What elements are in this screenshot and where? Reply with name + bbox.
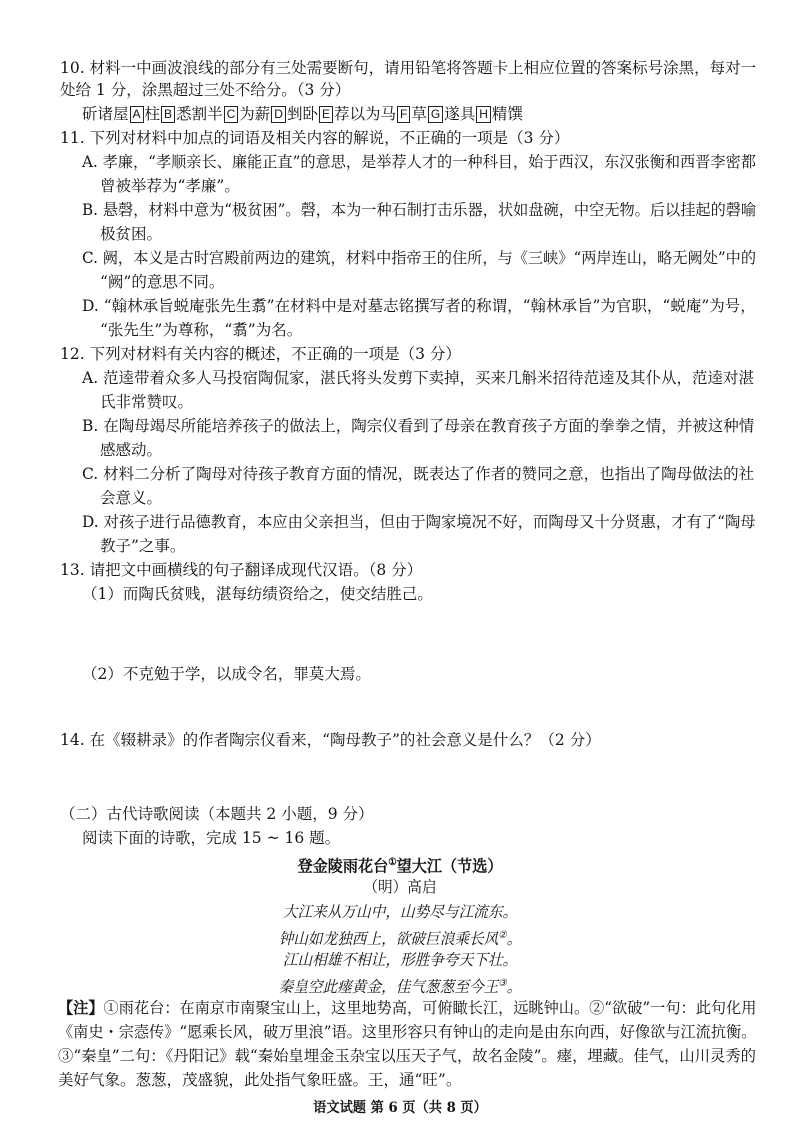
poem-line-4-end: 。 <box>506 978 522 997</box>
section-instruction: 阅读下面的诗歌，完成 15 ~ 16 题。 <box>82 829 341 847</box>
q10-answer-box-e[interactable]: E <box>319 106 333 123</box>
q12-option-b-cont: 感感动。 <box>100 441 163 459</box>
q12-option-a-cont: 氏非常赞叹。 <box>100 393 194 411</box>
q11-option-b: B. 悬磬，材料中意为“极贫困”。磬，本为一种石制打击乐器，状如盘碗，中空无物。后以挂起的磬喻 <box>82 201 757 219</box>
q10-answer-box-a[interactable]: A <box>130 106 144 123</box>
poem-line-2-end: 。 <box>506 930 522 949</box>
section-heading: （二）古代诗歌阅读（本题共 2 小题，9 分） <box>60 805 374 823</box>
poem-line-2-text: 钟山如龙独西上，欲破巨浪乘长风 <box>278 930 499 949</box>
q12-option-c: C. 材料二分析了陶母对待孩子教育方面的情况，既表达了作者的赞同之意，也指出了陶母做法的社 <box>82 465 755 483</box>
note-tag: 【注】 <box>58 998 104 1017</box>
q13-stem: 13. 请把文中画横线的句子翻译成现代汉语。（8 分） <box>60 561 423 579</box>
q12-stem: 12. 下列对材料有关内容的概述，不正确的一项是（3 分） <box>60 345 461 363</box>
q10-stem-line2: 处给 1 分，涂黑超过三处不给分。（3 分） <box>60 81 351 99</box>
q11-option-c: C. 阙，本义是古时宫殿前两边的建筑，材料中指帝王的住所，与《三峡》“两岸连山，略无阙处”中的 <box>82 249 757 267</box>
q11-stem: 11. 下列对材料中加点的词语及相关内容的解说，不正确的一项是（3 分） <box>60 129 570 147</box>
q13-sentence-2: （2）不克勉于学，以成令名，罪莫大焉。 <box>82 665 371 683</box>
q12-option-a: A. 范逵带着众多人马投宿陶侃家，湛氏将头发剪下卖掉，买来几斛米招待范逵及其仆从，范逵对湛 <box>82 369 755 387</box>
poem-title-main: 登金陵雨花台 <box>297 856 389 876</box>
note-line-3: ③“秦皇”二句：《丹阳记》载“秦始皇埋金玉杂宝以压天子气，故名金陵”。瘗，埋藏。佳气，山川灵秀的 <box>58 1047 756 1065</box>
q12-option-b: B. 在陶母竭尽所能培养孩子的做法上，陶宗仪看到了母亲在教育孩子方面的拳拳之情，并被这种情 <box>82 417 755 435</box>
q10-seg: 悉割半 <box>176 105 223 123</box>
poem-title <box>22 853 778 876</box>
q10-answer-box-g[interactable]: G <box>428 106 443 123</box>
page-footer: 语文试题 第 6 页（共 8 页） <box>313 1100 487 1116</box>
poem-line-1: 大江来从万山中，山势尽与江流东。 <box>282 903 518 921</box>
q14-stem: 14. 在《辍耕录》的作者陶宗仪看来，“陶母教子”的社会意义是什么？（2 分） <box>60 731 601 749</box>
q10-seg: 草 <box>411 105 427 123</box>
q10-answer-box-b[interactable]: B <box>161 106 175 123</box>
poem-line-3: 江山相雄不相让，形胜争夸天下壮。 <box>282 951 518 969</box>
q13-sentence-1: （1）而陶氏贫贱，湛每纺绩资给之，使交结胜己。 <box>82 585 433 603</box>
q10-sentence <box>82 104 523 124</box>
note-line-2: 《南史・宗悫传》“愿乘长风，破万里浪”语。这里形容只有钟山的走向是由东向西，好像欲与江流抗衡。 <box>58 1023 757 1041</box>
q10-seg: 斫诸屋 <box>82 105 129 123</box>
q12-option-c-cont: 会意义。 <box>100 489 163 507</box>
poem-title-rest: 望大江（节选） <box>396 856 503 876</box>
q12-option-d-cont: 教子”之事。 <box>100 537 186 555</box>
q10-seg: 荐以为马 <box>333 105 396 123</box>
poem-line-2 <box>22 926 778 949</box>
poem-author: （明）高启 <box>363 878 437 896</box>
q12-option-d: D. 对孩子进行品德教育，本应由父亲担当，但由于陶家境况不好，而陶母又十分贤惠，才有了“陶母 <box>82 513 756 531</box>
q10-answer-box-h[interactable]: H <box>476 106 491 123</box>
q10-answer-box-d[interactable]: D <box>271 106 286 123</box>
q10-seg: 遂具 <box>444 105 476 123</box>
q10-seg: 为薪 <box>239 105 271 123</box>
q10-stem-line1: 10. 材料一中画波浪线的部分有三处需要断句，请用铅笔将答题卡上相应位置的答案标号涂黑，每对一 <box>60 59 757 77</box>
poem-line-4 <box>22 974 778 997</box>
footnote-marker-1: ① <box>388 857 397 868</box>
footnote-marker-3: ③ <box>498 978 507 989</box>
note-line-4: 美好气象。葱葱，茂盛貌，此处指气象旺盛。王，通“旺”。 <box>58 1071 462 1089</box>
note-text-1: ①雨花台：在南京市南聚宝山上，这里地势高，可俯瞰长江，远眺钟山。②“欲破”一句：此句化用 <box>103 999 757 1017</box>
q10-seg: 柱 <box>144 105 161 123</box>
note-line-1 <box>58 998 756 1018</box>
q11-option-d: D. “翰林承旨蜕庵张先生翥”在材料中是对墓志铭撰写者的称谓，“翰林承旨”为官职，“蜕庵”为号， <box>82 297 756 315</box>
q10-answer-box-c[interactable]: C <box>224 106 239 123</box>
q11-option-d-cont: “张先生”为尊称，“翥”为名。 <box>100 321 303 339</box>
q10-answer-box-f[interactable]: F <box>397 106 410 123</box>
q10-seg: 剉卧 <box>286 105 318 123</box>
q11-option-a-cont: 曾被举荐为“孝廉”。 <box>100 177 240 195</box>
footnote-marker-2: ② <box>498 930 507 941</box>
q11-option-b-cont: 极贫困。 <box>100 225 163 243</box>
q11-option-c-cont: “阙”的意思不同。 <box>100 273 225 291</box>
q11-option-a: A. 孝廉，“孝顺亲长、廉能正直”的意思，是举荐人才的一种科目，始于西汉，东汉张衡和西晋李密都 <box>82 153 756 171</box>
poem-line-4-text: 秦皇空此瘗黄金，佳气葱葱至今王 <box>278 978 499 997</box>
q10-seg: 精馔 <box>491 105 523 123</box>
